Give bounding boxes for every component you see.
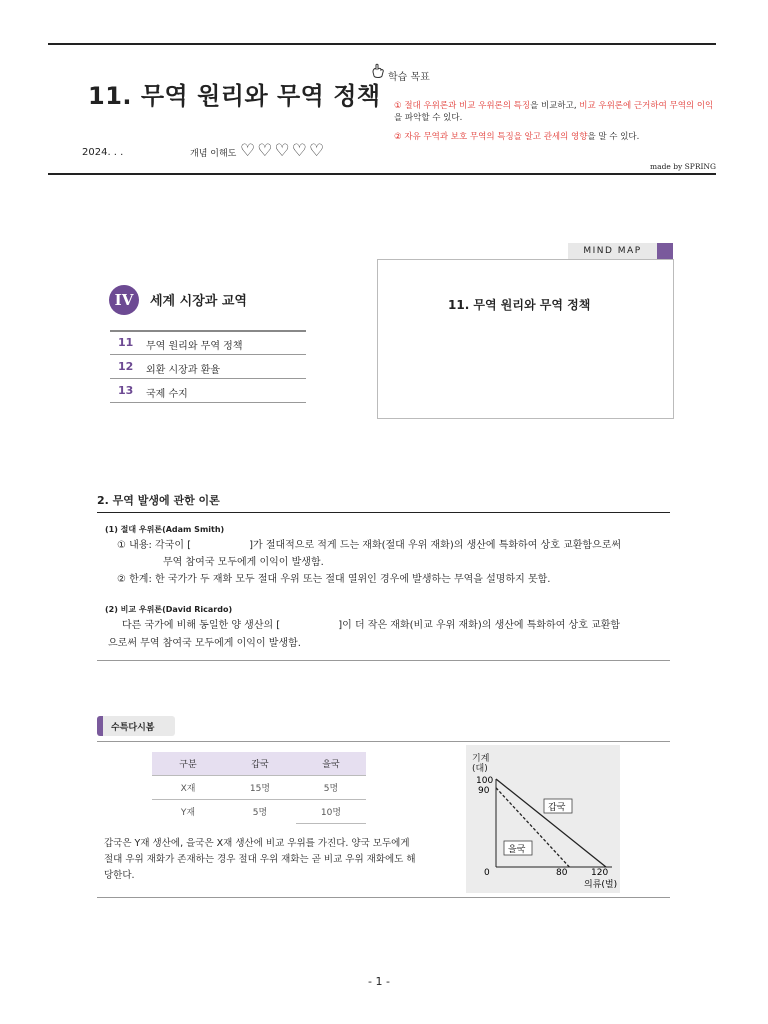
- table-cell: 10명: [296, 800, 366, 824]
- pointing-hand-icon: [370, 63, 386, 79]
- table-header: 을국: [296, 752, 366, 776]
- mind-map-tab: MIND MAP: [568, 243, 657, 259]
- goal-1-black-a: 을 비교하고,: [530, 101, 577, 111]
- toc-divider: [110, 330, 306, 332]
- goal-2-number: ②: [394, 132, 402, 142]
- goal-1-number: ①: [394, 101, 402, 111]
- table-cell: Y재: [152, 800, 224, 824]
- comparative-advantage-content: [122, 618, 682, 634]
- table-header-row: [152, 752, 366, 776]
- confidence-label: 개념 이해도: [190, 149, 237, 159]
- toc-item-1[interactable]: 무역 원리와 무역 정책: [146, 341, 243, 352]
- comparative-advantage-content-cont: 으로써 무역 참여국 모두에게 이익이 발생함.: [108, 638, 301, 649]
- content-line-a: ① 내용: 각국이 [: [117, 540, 192, 551]
- content-line-b: ]가 절대적으로 적게 드는 재화(절대 우위 재화)의 생산에 특화하여 상호 교환함으로써: [249, 540, 622, 551]
- top-rule: [48, 43, 716, 45]
- tip-tag-accent: [97, 716, 103, 736]
- confidence-hearts[interactable]: ♡♡♡♡♡: [240, 141, 327, 161]
- labor-table: [152, 752, 366, 824]
- date-field: 2024. . .: [82, 147, 124, 158]
- toc-num-2: 12: [118, 360, 134, 373]
- unit-name: 세계 시장과 교역: [150, 294, 247, 309]
- ppf-chart: [466, 745, 620, 893]
- toc-divider: [110, 378, 306, 379]
- subsection-2-heading: (2) 비교 우위론(David Ricardo): [105, 605, 233, 614]
- page-title: 11. 무역 원리와 무역 정책: [88, 82, 381, 110]
- goal-1-black-b: 을 파악할 수 있다.: [394, 113, 463, 123]
- x-axis-label: 의류(벌): [584, 880, 618, 890]
- absolute-advantage-content-cont: 무역 참여국 모두에게 이익이 발생함.: [163, 557, 324, 568]
- goal-2-black: 을 말 수 있다.: [587, 132, 640, 142]
- goal-2: [394, 131, 714, 143]
- page-number: - 1 -: [368, 975, 390, 988]
- toc-item-3[interactable]: 국제 수지: [146, 389, 188, 400]
- y-tick-90: 90: [478, 786, 490, 796]
- table-header: 구분: [152, 752, 224, 776]
- table-cell: 5명: [296, 776, 366, 800]
- absolute-advantage-limit: ② 한계: 한 국가가 두 재화 모두 절대 우위 또는 절대 열위인 경우에 발생하는 무역을 설명하지 못함.: [117, 574, 551, 585]
- toc-num-1: 11: [118, 336, 134, 349]
- goal-1-red-b: 비교 우위론에 근거하여 무역의 이익: [579, 101, 714, 111]
- made-by: made by SPRING: [650, 162, 716, 171]
- table-row: [152, 776, 366, 800]
- section-title: 2. 무역 발생에 관한 이론: [97, 494, 220, 507]
- table-cell: 15명: [224, 776, 296, 800]
- y-tick-100: 100: [476, 776, 494, 786]
- toc-num-3: 13: [118, 384, 134, 397]
- table-header: 갑국: [224, 752, 296, 776]
- x-tick-120: 120: [591, 868, 609, 878]
- goal-1: [394, 100, 714, 124]
- goal-heading: 학습 목표: [388, 72, 430, 83]
- table-row: [152, 800, 366, 824]
- absolute-advantage-content: [117, 538, 677, 554]
- toc-item-2[interactable]: 외환 시장과 환율: [146, 365, 220, 376]
- subsection-1-heading: (1) 절대 우위론(Adam Smith): [105, 525, 225, 534]
- toc-divider: [110, 354, 306, 355]
- unit-badge: IV: [109, 285, 139, 315]
- header-bottom-rule: [48, 173, 716, 175]
- x-tick-80: 80: [556, 868, 568, 878]
- tip-note: 갑국은 Y재 생산에, 을국은 X재 생산에 비교 우위를 가진다. 양국 모두에게 절대 우위 재화가 존재하는 경우 절대 우위 재화는 곧 비교 우위 재화에도 해당한다.: [104, 838, 416, 881]
- mind-map-accent: [657, 243, 673, 259]
- section-top-rule: [97, 512, 670, 513]
- table-cell: X재: [152, 776, 224, 800]
- table-cell: 5명: [224, 800, 296, 824]
- legend-gapguk: 갑국: [548, 803, 566, 813]
- goal-2-red: 자유 무역과 보호 무역의 특징을 알고 관세의 영향: [404, 132, 588, 142]
- mind-map-box: [377, 259, 674, 419]
- tip-top-rule: [97, 741, 670, 742]
- origin-label: 0: [484, 868, 490, 878]
- content-line-b: ]이 더 작은 재화(비교 우위 재화)의 생산에 특화하여 상호 교환함: [338, 620, 621, 631]
- content-line-a: 다른 국가에 비해 동일한 양 생산의 [: [122, 620, 281, 631]
- section-bottom-rule: [97, 660, 670, 661]
- y-axis-label: 기계 (대): [472, 754, 490, 774]
- goal-1-red-a: 절대 우위론과 비교 우위론의 특징: [404, 101, 531, 111]
- tip-bottom-rule: [97, 897, 670, 898]
- toc-divider: [110, 402, 306, 403]
- tip-label: 수특다시봄: [111, 723, 155, 733]
- legend-eulguk: 을국: [508, 845, 526, 855]
- mind-map-title: 11. 무역 원리와 무역 정책: [448, 298, 591, 312]
